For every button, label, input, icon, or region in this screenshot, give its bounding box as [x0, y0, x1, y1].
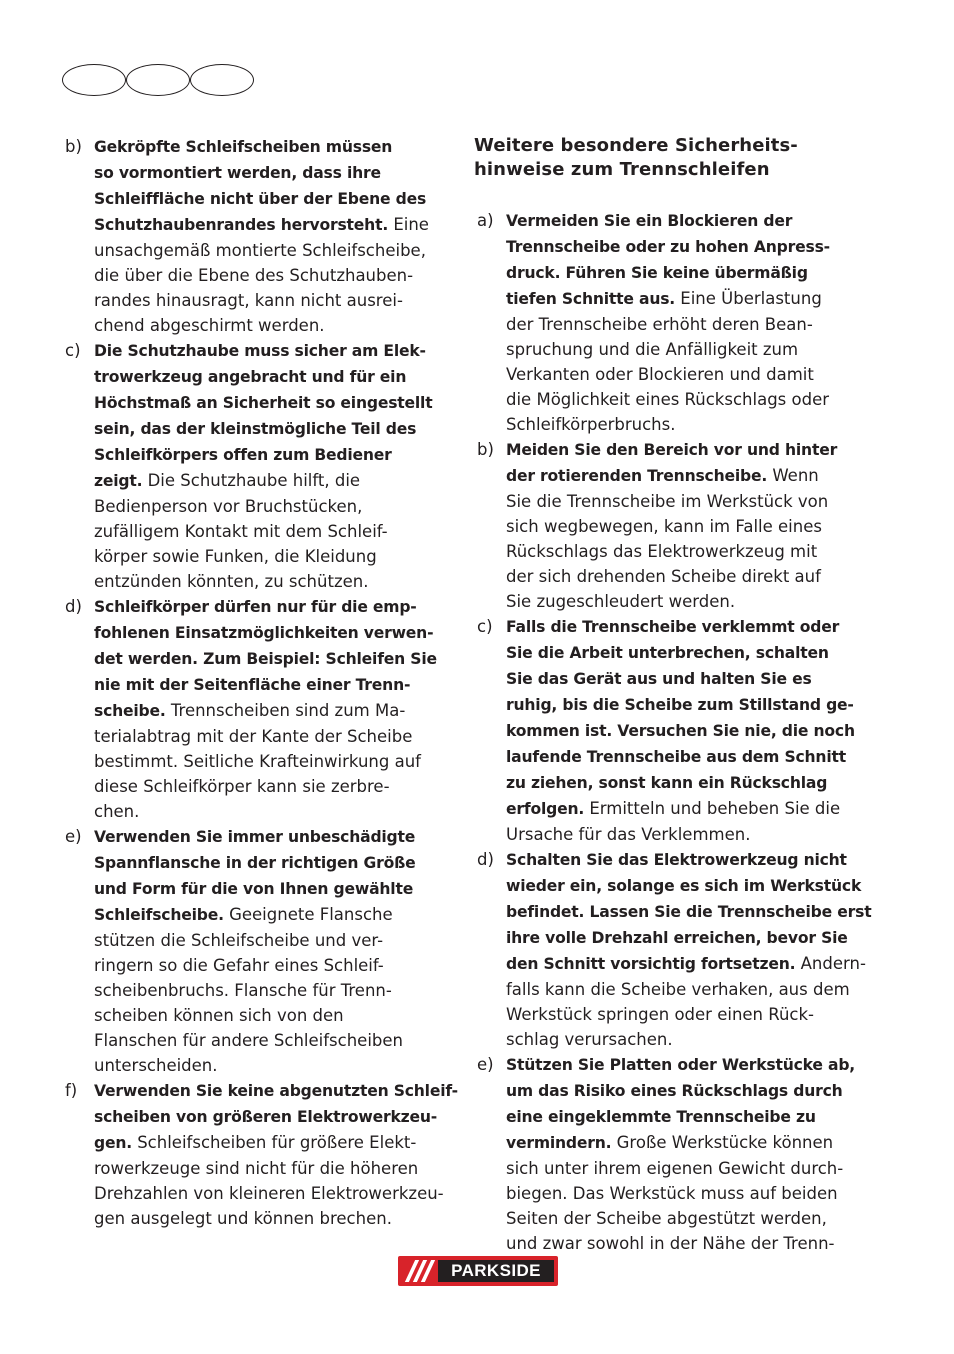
item-bold-text: Stützen Sie Platten oder Werkstücke ab, [506, 1056, 856, 1074]
item-bold-text: der rotierenden Trennscheibe. [506, 467, 768, 485]
item-bold-text: Schutzhaubenrandes hervorsteht. [94, 216, 389, 234]
item-text: Sie zugeschleudert werden. [506, 592, 736, 611]
item-line [506, 1181, 864, 1206]
language-oval-3 [190, 64, 254, 96]
logo-wordmark: PARKSIDE [438, 1260, 554, 1282]
item-letter: c) [65, 341, 81, 360]
item-bold-text: so vormontiert werden, dass ihre [94, 164, 381, 182]
item-line [94, 238, 452, 263]
item-line [506, 1156, 864, 1181]
item-letter: d) [65, 597, 82, 616]
item-line [94, 569, 452, 594]
item-bold-text: Höchstmaß an Sicherheit so eingestellt [94, 394, 433, 412]
item-text: Ursache für das Verklemmen. [506, 825, 751, 844]
item-bold-text: ihre volle Drehzahl erreichen, bevor Sie [506, 929, 848, 947]
item-line [506, 796, 864, 822]
safety-item [474, 847, 872, 1052]
item-bold-text: trowerkzeug angebracht und für ein [94, 368, 407, 386]
item-text: spruchung und die Anfälligkeit zum [506, 340, 799, 359]
item-bold-text: Gekröpfte Schleifscheiben müssen [94, 138, 393, 156]
item-line [94, 928, 452, 953]
item-line [506, 412, 864, 437]
item-bold-text: fohlenen Einsatzmöglichkeiten verwen- [94, 624, 434, 642]
item-line [94, 519, 452, 544]
item-text: Geeignete Flansche [223, 905, 393, 924]
item-text: die über die Ebene des Schutzhauben- [94, 266, 414, 285]
item-line [94, 672, 452, 698]
item-text: chen. [94, 802, 140, 821]
item-bold-text: Schleifkörper dürfen nur für die emp- [94, 598, 417, 616]
item-bold-text: und Form für die von Ihnen gewählte [94, 880, 414, 898]
item-line [94, 1053, 452, 1078]
item-line [506, 899, 872, 925]
item-line [506, 1130, 864, 1156]
item-text: Schleifscheiben für größere Elekt- [131, 1133, 417, 1152]
item-bold-text: nie mit der Seitenfläche einer Trenn- [94, 676, 411, 694]
item-letter: a) [477, 211, 494, 230]
item-line [506, 1002, 864, 1027]
item-bold-text: Schleifkörpers offen zum Bediener [94, 446, 392, 464]
item-line [506, 1078, 864, 1104]
item-line [506, 925, 864, 951]
item-line [94, 594, 452, 620]
item-line [506, 589, 864, 614]
item-text: unsachgemäß montierte Schleifscheibe, [94, 241, 426, 260]
item-bold-text: Meiden Sie den Bereich vor und hinter [506, 441, 838, 459]
item-line [94, 850, 452, 876]
item-bold-text: Schalten Sie das Elektrowerkzeug nicht [506, 851, 847, 869]
item-line [506, 387, 864, 412]
item-line [94, 620, 452, 646]
item-bold-text: kommen ist. Versuchen Sie nie, die noch [506, 722, 855, 740]
item-line [94, 364, 452, 390]
section-heading-line: Weitere besondere Sicherheits- [474, 135, 798, 156]
item-line [94, 468, 452, 494]
item-line [94, 749, 452, 774]
item-line [94, 134, 452, 160]
item-line [506, 1104, 864, 1130]
item-line [506, 463, 864, 489]
item-line [506, 692, 864, 718]
item-line [506, 744, 864, 770]
item-line [506, 770, 864, 796]
item-text: der sich drehenden Scheibe direkt auf [506, 567, 821, 586]
language-oval-2 [126, 64, 190, 96]
item-line [94, 698, 452, 724]
item-text: Werkstück springen oder einen Rück- [506, 1005, 815, 1024]
safety-item [62, 134, 452, 338]
item-line [506, 564, 864, 589]
item-bold-text: ruhig, bis die Scheibe zum Stillstand ge- [506, 696, 854, 714]
item-line [506, 1027, 864, 1052]
item-line [94, 1206, 452, 1231]
safety-item [62, 594, 452, 824]
left-column [62, 134, 458, 1231]
item-text: bestimmt. Seitliche Krafteinwirkung auf [94, 752, 421, 771]
item-line [94, 494, 452, 519]
section-heading [474, 134, 864, 182]
item-text: Rückschlags das Elektrowerkzeug mit [506, 542, 818, 561]
item-line [506, 873, 864, 899]
item-line [94, 338, 452, 364]
item-bold-text: laufende Trennscheibe aus dem Schnitt [506, 748, 846, 766]
item-bold-text: zeigt. [94, 472, 143, 490]
item-line [506, 337, 864, 362]
item-line [506, 847, 864, 873]
item-bold-text: tiefen Schnitte aus. [506, 290, 676, 308]
item-line [506, 362, 864, 387]
item-text: schlag verursachen. [506, 1030, 673, 1049]
item-line [506, 489, 864, 514]
item-text: Eine [388, 215, 429, 234]
item-text: Bedienperson vor Bruchstücken, [94, 497, 363, 516]
item-line [94, 1130, 452, 1156]
item-bold-text: scheibe. [94, 702, 166, 720]
item-bold-text: Trennscheibe oder zu hohen Anpress- [506, 238, 830, 256]
item-line [94, 442, 452, 468]
item-bold-text: Verwenden Sie keine abgenutzten Schleif- [94, 1082, 458, 1100]
right-column [474, 134, 872, 1256]
item-line [506, 286, 864, 312]
item-line [94, 978, 452, 1003]
item-text: scheibenbruchs. Flansche für Trenn- [94, 981, 392, 1000]
item-text: gen ausgelegt und können brechen. [94, 1209, 392, 1228]
item-bold-text: um das Risiko eines Rückschlags durch [506, 1082, 843, 1100]
item-bold-text: erfolgen. [506, 800, 585, 818]
safety-item [62, 1078, 458, 1231]
item-line [506, 1231, 864, 1256]
item-line [506, 977, 864, 1002]
item-text: Drehzahlen von kleineren Elektrowerkzeu- [94, 1184, 444, 1203]
item-bold-text: Sie das Gerät aus und halten Sie es [506, 670, 812, 688]
item-text: Eine Überlastung [675, 289, 822, 308]
item-letter: c) [477, 617, 493, 636]
safety-item [62, 338, 452, 594]
item-line [506, 822, 864, 847]
item-bold-text: det werden. Zum Beispiel: Schleifen Sie [94, 650, 437, 668]
item-text: rowerkzeuge sind nicht für die höheren [94, 1159, 419, 1178]
item-text: unterscheiden. [94, 1056, 218, 1075]
item-text: terialabtrag mit der Kante der Scheibe [94, 727, 413, 746]
item-line [94, 799, 452, 824]
item-line [506, 666, 864, 692]
item-bold-text: druck. Führen Sie keine übermäßig [506, 264, 808, 282]
item-text: der Trennscheibe erhöht deren Bean- [506, 315, 813, 334]
item-text: körper sowie Funken, die Kleidung [94, 547, 377, 566]
logo-stripes [404, 1260, 438, 1282]
item-line [94, 953, 452, 978]
item-bold-text: den Schnitt vorsichtig fortsetzen. [506, 955, 796, 973]
item-line [94, 160, 452, 186]
safety-item [474, 208, 864, 437]
item-line [94, 1078, 458, 1104]
item-bold-text: Vermeiden Sie ein Blockieren der [506, 212, 793, 230]
item-line [506, 1052, 864, 1078]
item-letter: f) [65, 1081, 78, 1100]
item-line [94, 1028, 452, 1053]
item-bold-text: Sie die Arbeit unterbrechen, schalten [506, 644, 829, 662]
item-bold-text: eine eingeklemmte Trennscheibe zu [506, 1108, 816, 1126]
item-text: Große Werkstücke können [611, 1133, 834, 1152]
item-bold-text: Spannflansche in der richtigen Größe [94, 854, 416, 872]
item-text: Flanschen für andere Schleifscheiben [94, 1031, 404, 1050]
item-bold-text: Die Schutzhaube muss sicher am Elek- [94, 342, 426, 360]
item-text: Schleifkörperbruchs. [506, 415, 676, 434]
item-bold-text: zu ziehen, sonst kann ein Rückschlag [506, 774, 828, 792]
item-text: Andern- [795, 954, 866, 973]
item-line [94, 544, 452, 569]
item-line [94, 646, 452, 672]
item-line [94, 313, 452, 338]
language-ovals [62, 64, 254, 98]
item-bold-text: gen. [94, 1134, 132, 1152]
item-text: und zwar sowohl in der Nähe der Trenn- [506, 1234, 835, 1253]
item-letter: e) [477, 1055, 494, 1074]
right-item-list [474, 208, 872, 1256]
item-line [506, 234, 864, 260]
item-line [506, 208, 864, 234]
item-line [94, 902, 452, 928]
item-line [506, 640, 864, 666]
item-line [506, 539, 864, 564]
language-oval-1 [62, 64, 126, 96]
item-letter: d) [477, 850, 494, 869]
item-line [506, 312, 864, 337]
item-text: falls kann die Scheibe verhaken, aus dem [506, 980, 850, 999]
item-text: Sie die Trennscheibe im Werkstück von [506, 492, 829, 511]
item-text: ringern so die Gefahr eines Schleif- [94, 956, 384, 975]
item-line [94, 1003, 452, 1028]
item-text: Wenn [767, 466, 819, 485]
safety-item [474, 1052, 864, 1256]
item-text: Die Schutzhaube hilft, die [142, 471, 361, 490]
item-line [94, 724, 452, 749]
item-text: Ermitteln und beheben Sie die [584, 799, 841, 818]
item-letter: b) [477, 440, 494, 459]
item-bold-text: Falls die Trennscheibe verklemmt oder [506, 618, 840, 636]
parkside-logo [398, 1256, 558, 1286]
item-text: stützen die Schleifscheibe und ver- [94, 931, 384, 950]
item-line [506, 260, 864, 286]
item-line [94, 212, 452, 238]
item-text: zufälligem Kontakt mit dem Schleif- [94, 522, 388, 541]
item-text: randes hinausragt, kann nicht ausrei- [94, 291, 403, 310]
item-text: scheiben können sich von den [94, 1006, 344, 1025]
item-text: entzünden könnten, zu schützen. [94, 572, 369, 591]
item-line [94, 1181, 452, 1206]
item-line [94, 774, 452, 799]
item-line [94, 263, 452, 288]
item-line [94, 1104, 452, 1130]
item-text: Seiten der Scheibe abgestützt werden, [506, 1209, 827, 1228]
item-bold-text: befindet. Lassen Sie die Trennscheibe erst [506, 903, 872, 921]
item-letter: e) [65, 827, 82, 846]
item-bold-text: Verwenden Sie immer unbeschädigte [94, 828, 416, 846]
item-line [506, 514, 864, 539]
item-bold-text: Schleifscheibe. [94, 906, 224, 924]
item-letter: b) [65, 137, 82, 156]
item-line [94, 416, 452, 442]
item-bold-text: scheiben von größeren Elektrowerkzeu- [94, 1108, 438, 1126]
item-text: Trennscheiben sind zum Ma- [165, 701, 406, 720]
item-text: sich unter ihrem eigenen Gewicht durch- [506, 1159, 844, 1178]
item-text: biegen. Das Werkstück muss auf beiden [506, 1184, 838, 1203]
item-bold-text: sein, das der kleinstmögliche Teil des [94, 420, 417, 438]
item-line [506, 437, 864, 463]
section-heading-line: hinweise zum Trennschleifen [474, 159, 770, 180]
safety-item [474, 437, 864, 614]
item-line [94, 288, 452, 313]
item-line [506, 1206, 864, 1231]
item-text: diese Schleifkörper kann sie zerbre- [94, 777, 390, 796]
item-text: die Möglichkeit eines Rückschlags oder [506, 390, 830, 409]
item-line [94, 390, 452, 416]
item-bold-text: wieder ein, solange es sich im Werkstück [506, 877, 862, 895]
safety-item [474, 614, 864, 847]
item-line [94, 876, 452, 902]
item-line [506, 614, 864, 640]
item-bold-text: Schleiffläche nicht über der Ebene des [94, 190, 427, 208]
item-line [506, 718, 864, 744]
item-text: sich wegbewegen, kann im Falle eines [506, 517, 822, 536]
item-line [94, 824, 452, 850]
item-line [94, 1156, 452, 1181]
item-line [506, 951, 864, 977]
item-line [94, 186, 452, 212]
item-text: chend abgeschirmt werden. [94, 316, 325, 335]
item-bold-text: vermindern. [506, 1134, 612, 1152]
item-text: Verkanten oder Blockieren und damit [506, 365, 814, 384]
safety-item [62, 824, 452, 1078]
